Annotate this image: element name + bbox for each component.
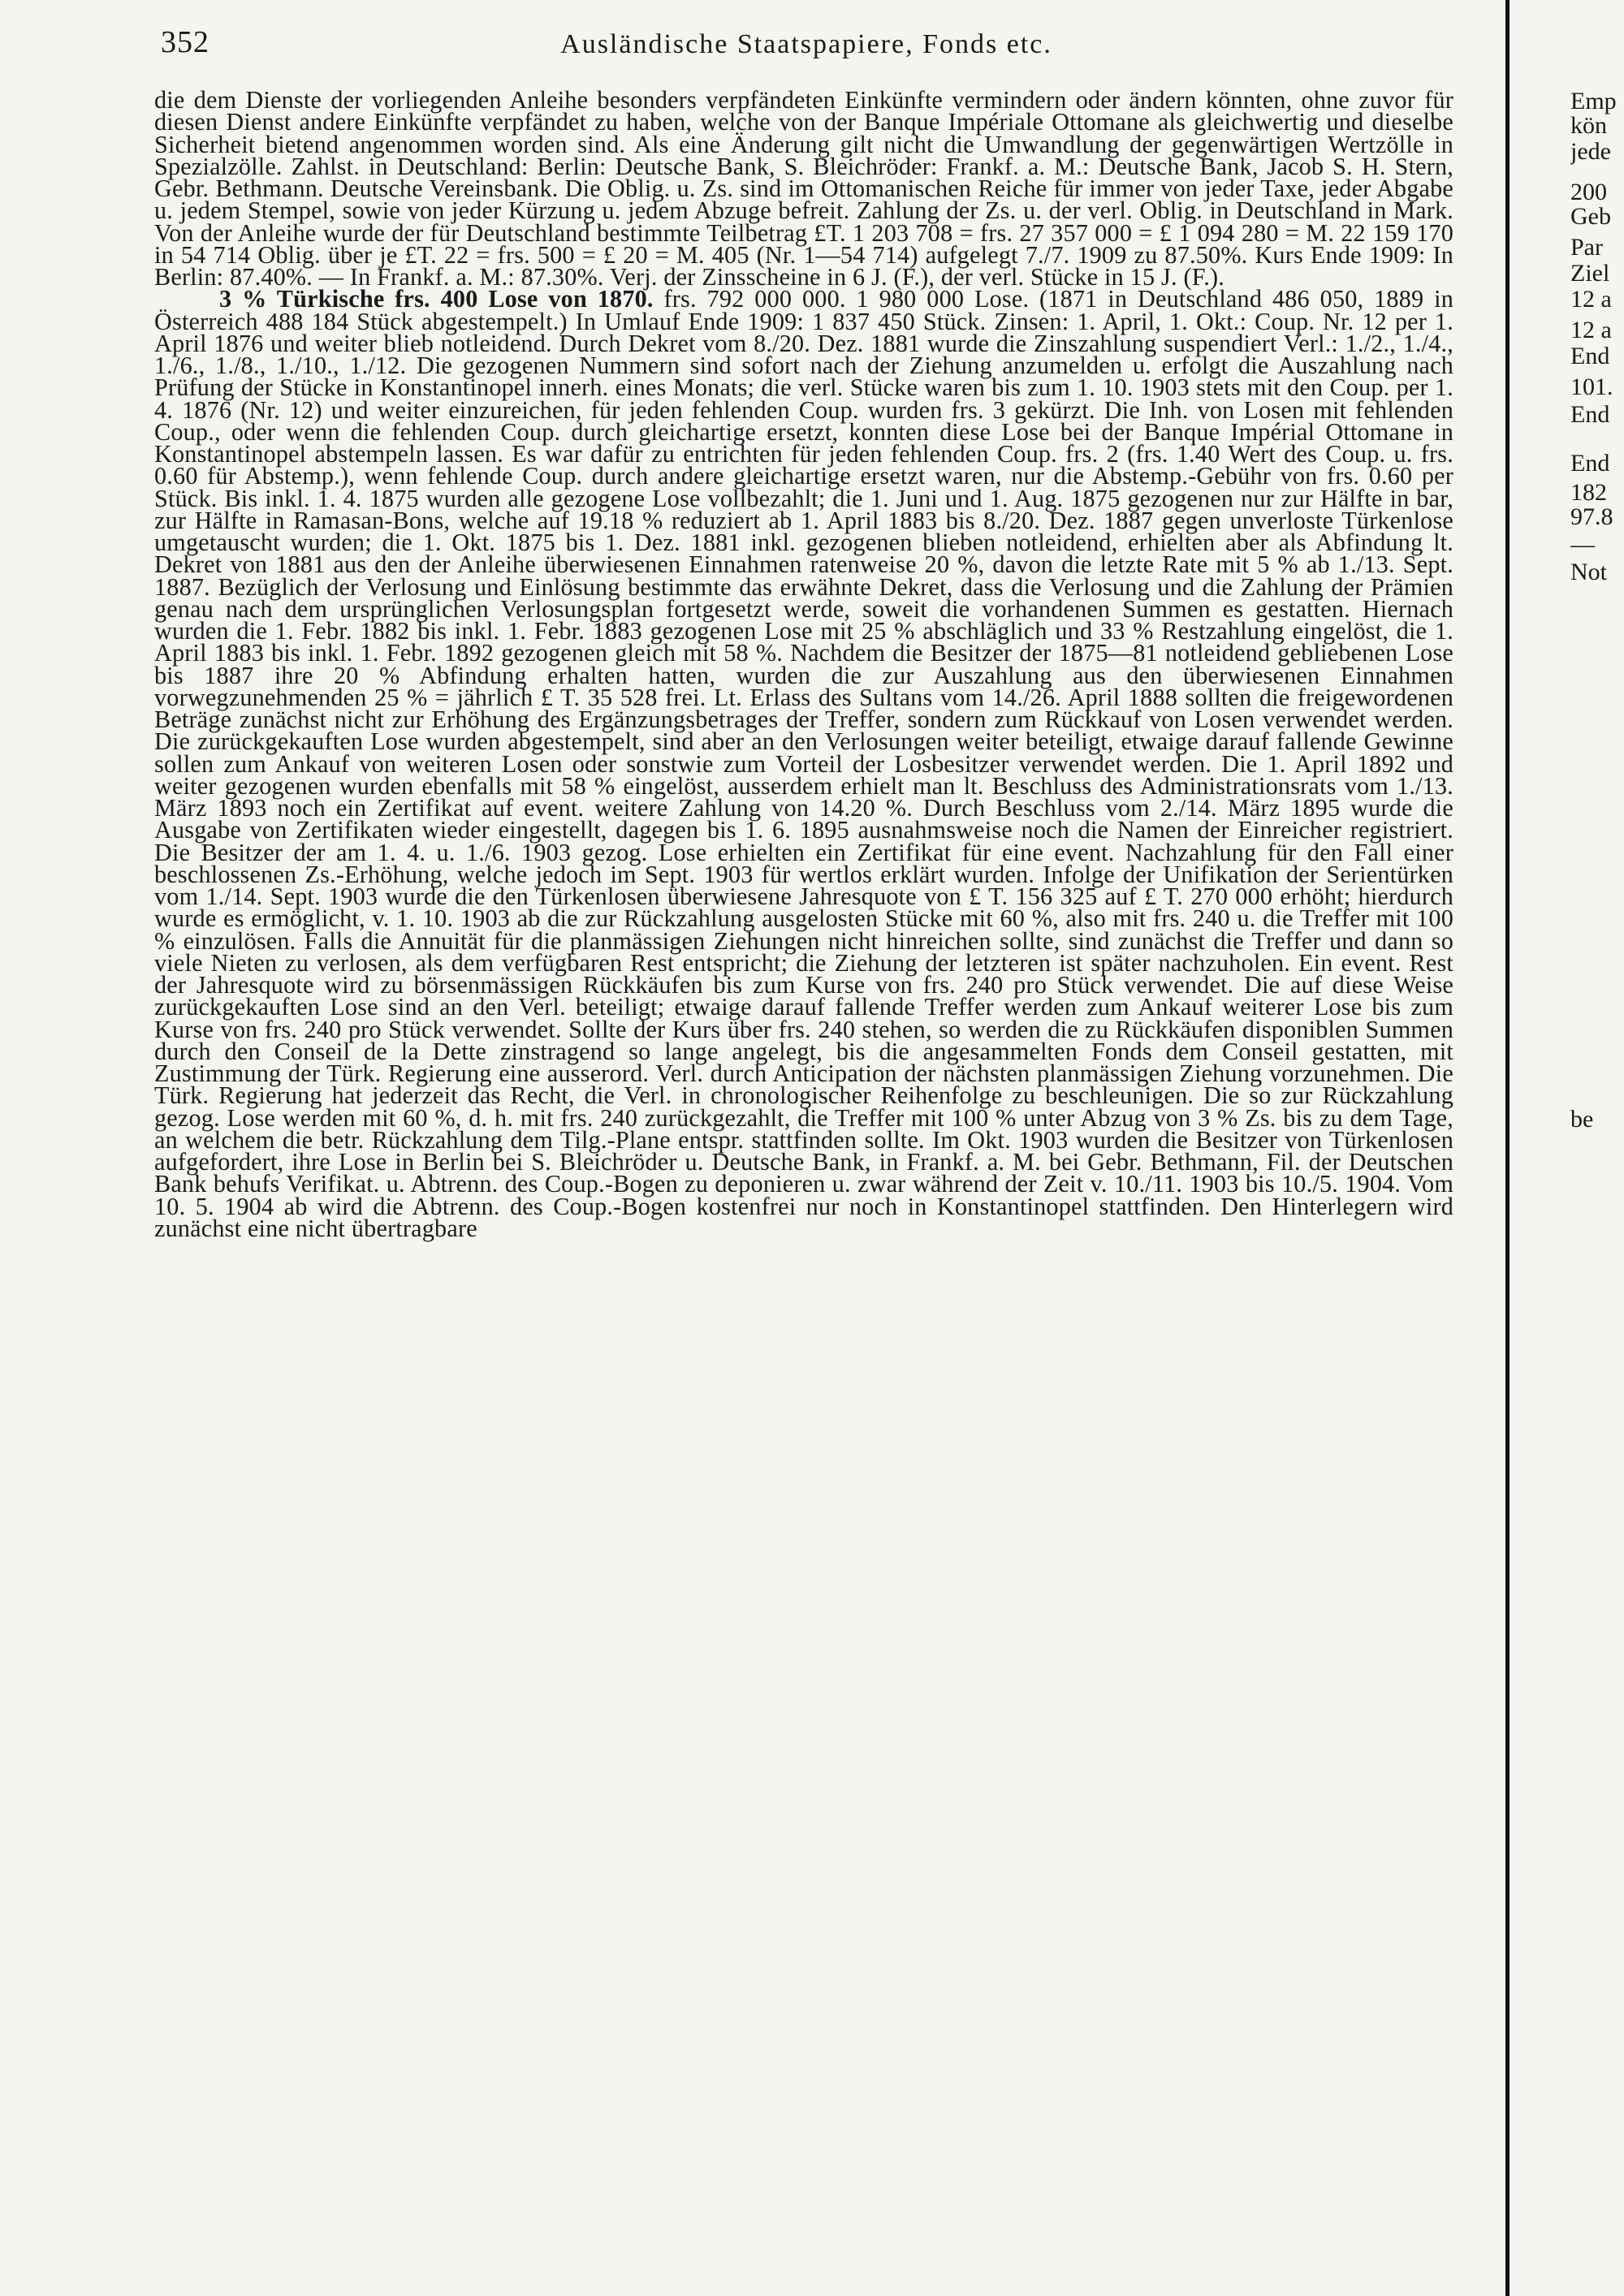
fragment-text: Geb bbox=[1570, 203, 1611, 230]
fragment-text: Emp bbox=[1570, 88, 1617, 114]
adjacent-page-fragment bbox=[1570, 0, 1624, 2296]
fragment-text: Par bbox=[1570, 234, 1603, 261]
fragment-text: 12 a bbox=[1570, 286, 1612, 313]
fragment-text: Ziel bbox=[1570, 260, 1610, 287]
page-number: 352 bbox=[161, 25, 209, 59]
section-heading: 3 % Türkische frs. 400 Lose von 1870. bbox=[219, 285, 654, 313]
paragraph-continuation: die dem Dienste der vorliegenden Anleihe besonders verpfändeten Einkünfte vermindern oder ändern könnten, ohne zuvor für diesen Dienst andere Einkünfte verpfändet zu haben, welche von der Banque Impériale Ottomane als gleichwertig und dieselbe Sicherheit bietend angenommen worden sind. Als eine Änderung gilt nicht die Umwandlung der gegenwärtigen Wertzölle in Spezialzölle. Zahlst. in Deutschland: Berlin: Deutsche Bank, S. Bleichröder: Frankf. a. M.: Deutsche Bank, Jacob S. H. Stern, Gebr. Bethmann. Deutsche Vereinsbank. Die Oblig. u. Zs. sind im Ottomanischen Reiche für immer von jeder Taxe, jeder Abgabe u. jedem Stempel, sowie von jeder Kürzung u. jedem Abzuge befreit. Zahlung der Zs. u. der verl. Oblig. in Deutschland in Mark. Von der Anleihe wurde der für Deutschland bestimmte Teilbetrag £T. 1 203 708 = frs. 27 357 000 = £ 1 094 280 = M. 22 159 170 in 54 714 Oblig. über je £T. 22 = frs. 500 = £ 20 = M. 405 (Nr. 1—54 714) aufgelegt 7./7. 1909 zu 87.50%. Kurs Ende 1909: In Berlin: 87.40%. — In Frankf. a. M.: 87.30%. Verj. der Zinsscheine in 6 J. (F.), der verl. Stücke in 15 J. (F.). bbox=[154, 86, 1453, 291]
fragment-text: 200 bbox=[1570, 179, 1607, 205]
fragment-text: End bbox=[1570, 343, 1610, 369]
fragment-text: kön bbox=[1570, 112, 1607, 139]
fragment-text: 97.8 bbox=[1570, 503, 1613, 530]
fragment-text: End bbox=[1570, 450, 1610, 477]
fragment-text: 182 bbox=[1570, 479, 1607, 506]
page-header bbox=[161, 24, 1452, 65]
fragment-text: 12 a bbox=[1570, 317, 1612, 343]
main-text-column bbox=[154, 86, 1454, 1242]
fragment-text: Not bbox=[1570, 559, 1607, 585]
fragment-text: jede bbox=[1570, 138, 1611, 165]
column-divider bbox=[1505, 0, 1510, 2296]
fragment-text: 101. bbox=[1570, 373, 1613, 400]
paragraph-body: frs. 792 000 000. 1 980 000 Lose. (1871 in Deutschland 486 050, 1889 in Österreich 488 184 Stück abgestempelt.) In Umlauf Ende 1909: 1 837 450 Stück. Zinsen: 1. April, 1. Okt.: Coup. Nr. 12 per 1. April 1876 und weiter blieb notleidend. Durch Dekret vom 8./20. Dez. 1881 wurde die Zinszahlung suspendiert Verl.: 1./2., 1./4., 1./6., 1./8., 1./10., 1./12. Die gezogenen Nummern sind sofort nach der Ziehung anzumelden u. erfolgt die Auszahlung nach Prüfung der Stücke in Konstantinopel innerh. eines Monats; die verl. Stücke waren bis zum 1. 10. 1903 stets mit den Coup. per 1. 4. 1876 (Nr. 12) und weiter einzureichen, für jeden fehlenden Coup. wurden frs. 3 gekürzt. Die Inh. von Losen mit fehlenden Coup., oder wenn die fehlenden Coup. durch gleichartige ersetzt, konnten diese Lose bei der Banque Impérial Ottomane in Konstantinopel abstempeln lassen. Es war dafür zu entrichten für jeden fehlenden Coup. frs. 2 (frs. 1.40 Wert des Coup. u. frs. 0.60 für Abstemp.), wenn fehlende Coup. durch andere gleichartige ersetzt waren, nur die Abstemp.-Gebühr von frs. 0.60 per Stück. Bis inkl. 1. 4. 1875 wurden alle gezogene Lose vollbezahlt; die 1. Juni und 1. Aug. 1875 gezogenen nur zur Hälfte in bar, zur Hälfte in Ramasan-Bons, welche auf 19.18 % reduziert ab 1. April 1883 bis 8./20. Dez. 1887 gegen unverloste Türkenlose umgetauscht wurden; die 1. Okt. 1875 bis 1. Dez. 1881 inkl. gezogenen blieben notleidend, erhielten aber als Abfindung lt. Dekret von 1881 aus den der Anleihe überwiesenen Einnahmen ratenweise 20 %, davon die letzte Rate mit 5 % ab 1./13. Sept. 1887. Bezüglich der Verlosung und Einlösung bestimmte das erwähnte Dekret, dass die Verlosung und die Zahlung der Prämien genau nach dem ursprünglichen Verlosungsplan fortgesetzt werde, soweit die vorhandenen Summen es gestatten. Hiernach wurden die 1. Febr. 1882 bis inkl. 1. Febr. 1883 gezogenen Lose mit 25 % abschläglich und 33 % Restzahlung eingelöst, die 1. April 1883 bis inkl. 1. Febr. 1892 gezogenen gleich mit 58 %. Nachdem die Besitzer der 1875—81 notleidend gebliebenen Lose bis 1887 ihre 20 % Abfindung erhalten hatten, wurden die zur Auszahlung aus den überwiesenen Einnahmen vorwegzunehmenden 25 % = jährlich £ T. 35 528 frei. Lt. Erlass des Sultans vom 14./26. April 1888 sollten die freigewordenen Beträge zunächst nicht zur Erhöhung des Ergänzungsbetrages der Treffer, sondern zum Rückkauf von Losen verwendet werden. Die zurückgekauften Lose wurden abgestempelt, sind aber an den Verlosungen weiter beteiligt, etwaige darauf fallende Gewinne sollen zum Ankauf von weiteren Losen oder sonstwie zum Vorteil der Losbesitzer verwendet werden. Die 1. April 1892 und weiter gezogenen wurden ebenfalls mit 58 % eingelöst, ausserdem erhielt man lt. Beschluss des Administrationsrats vom 1./13. März 1893 noch ein Zertifikat auf event. weitere Zahlung von 14.20 %. Durch Beschluss vom 2./14. März 1895 wurde die Ausgabe von Zertifikaten wieder eingestellt, dagegen bis 1. 6. 1895 ausnahmsweise noch die Namen der Einreicher registriert. Die Besitzer der am 1. 4. u. 1./6. 1903 gezog. Lose erhielten ein Zertifikat für eine event. Nachzahlung für den Fall einer beschlossenen Zs.-Erhöhung, welche jedoch im Sept. 1903 für wertlos erklärt wurden. Infolge der Unifikation der Serientürken vom 1./14. Sept. 1903 wurde die den Türkenlosen überwiesene Jahresquote von £ T. 156 325 auf £ T. 270 000 erhöht; hierdurch wurde es ermöglicht, v. 1. 10. 1903 ab die zur Rückzahlung ausgelosten Stücke mit 60 %, also mit frs. 240 u. die Treffer mit 100 % einzulösen. Falls die Annuität für die planmässigen Ziehungen nicht hinreichen sollte, sind zunächst die Treffer und dann so viele Nieten zu verlosen, als dem verfügbaren Rest entspricht; die Ziehung der letzteren ist später nachzuholen. Ein event. Rest der Jahresquote wird zu börsenmässigen Rückkäufen bis zum Kurse von frs. 240 pro Stück verwendet. Die auf diese Weise zurückgekauften Lose sind an den Verl. beteiligt; etwaige darauf fallende Treffer werden zum Ankauf weiterer Lose bis zum Kurse von frs. 240 pro Stück verwendet. Sollte der Kurs über frs. 240 stehen, so werden die zu Rückkäufen disponiblen Summen durch den Conseil de la Dette zinstragend so lange angelegt, bis die angesammelten Fonds dem Conseil gestatten, mit Zustimmung der Türk. Regierung eine ausserord. Verl. durch Anticipation der nächsten planmässigen Ziehung vorzunehmen. Die Türk. Regierung hat jederzeit das Recht, die Verl. in chronologischer Reihenfolge zu beschleunigen. Die so zur Rückzahlung gezog. Lose werden mit 60 %, d. h. mit frs. 240 zurückgezahlt, die Treffer mit 100 % unter Abzug von 3 % Zs. bis zu dem Tage, an welchem die betr. Rückzahlung dem Tilg.-Plane entspr. stattfinden sollte. Im Okt. 1903 wurden die Besitzer von Türkenlosen aufgefordert, ihre Lose in Berlin bei S. Bleichröder u. Deutsche Bank, in Frankf. a. M. bei Gebr. Bethmann, Fil. der Deutschen Bank behufs Verifikat. u. Abtrenn. des Coup.-Bogen zu deponieren u. zwar während der Zeit v. 10./11. 1903 bis 10./5. 1904. Vom 10. 5. 1904 ab wird die Abtrenn. des Coup.-Bogen kostenfrei nur noch in Konstantinopel stattfinden. Den Hinterlegern wird zunächst eine nicht übertragbare bbox=[154, 285, 1454, 1242]
running-head: Ausländische Staatspapiere, Fonds etc. bbox=[560, 29, 1052, 59]
paragraph-tuerkische-lose bbox=[154, 285, 1454, 1242]
fragment-text: be bbox=[1570, 1106, 1594, 1133]
fragment-text: End bbox=[1570, 401, 1610, 428]
fragment-text: — bbox=[1570, 531, 1595, 558]
